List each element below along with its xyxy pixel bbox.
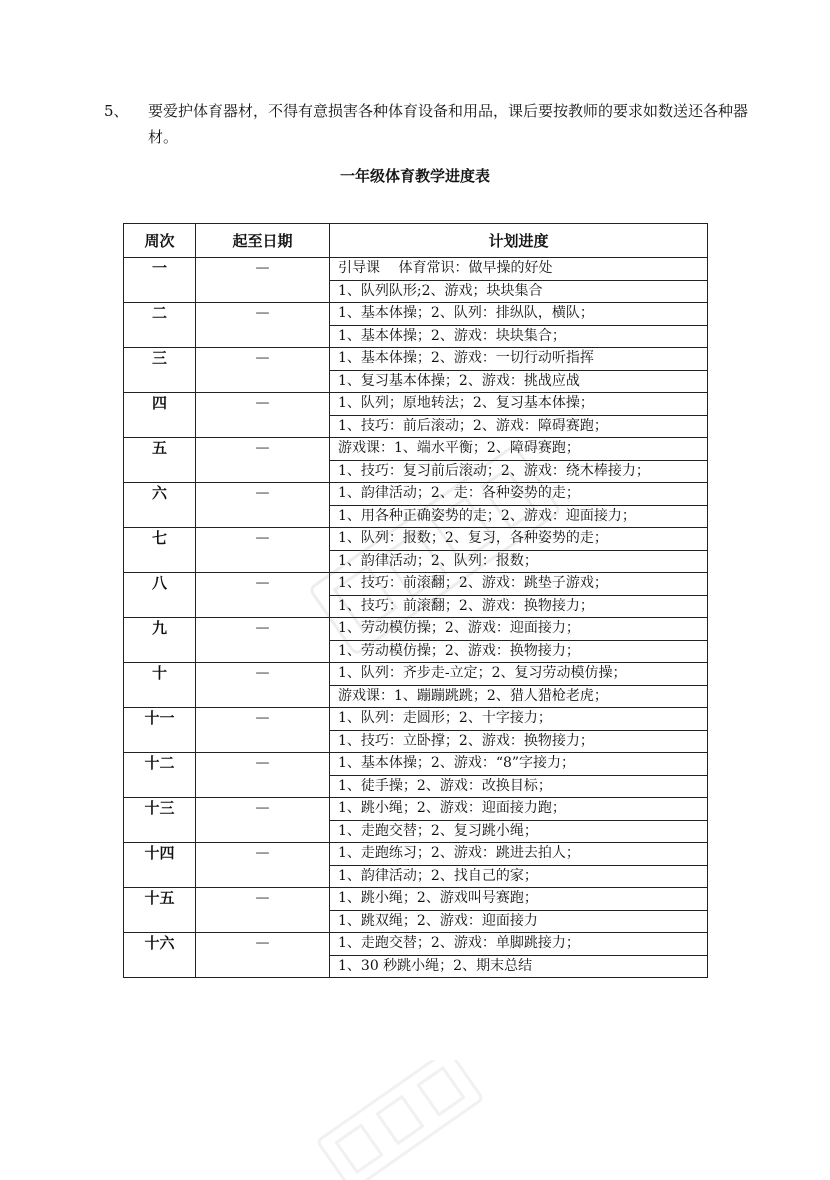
plan-cell: 1、劳动模仿操；2、游戏：迎面接力； bbox=[330, 618, 708, 641]
rule-number: 5、 bbox=[104, 102, 129, 120]
header-dates: 起至日期 bbox=[196, 224, 330, 258]
plan-cell: 1、劳动模仿操；2、游戏：换物接力； bbox=[330, 640, 708, 663]
plan-cell: 1、技巧：前滚翻；2、游戏：换物接力； bbox=[330, 595, 708, 618]
table-row bbox=[124, 348, 708, 371]
plan-cell: 1、跳小绳；2、游戏叫号赛跑； bbox=[330, 888, 708, 911]
plan-cell: 1、走跑交替；2、复习跳小绳； bbox=[330, 820, 708, 843]
schedule-table bbox=[123, 223, 708, 978]
table-row bbox=[124, 843, 708, 866]
table-row bbox=[124, 258, 708, 281]
table-row bbox=[124, 708, 708, 731]
header-week: 周次 bbox=[124, 224, 196, 258]
plan-cell: 1、技巧：前后滚动；2、游戏：障碍赛跑； bbox=[330, 415, 708, 438]
week-cell: 二 bbox=[124, 303, 196, 348]
week-cell: 十 bbox=[124, 663, 196, 708]
plan-cell: 1、跳双绳；2、游戏：迎面接力 bbox=[330, 910, 708, 933]
date-cell: — bbox=[196, 708, 330, 753]
plan-cell: 1、基本体操；2、游戏：“8”字接力； bbox=[330, 753, 708, 776]
table-row bbox=[124, 933, 708, 956]
plan-cell: 1、队列队形;2、游戏；块块集合 bbox=[330, 280, 708, 303]
date-cell: — bbox=[196, 348, 330, 393]
header-row bbox=[124, 224, 708, 258]
plan-cell: 1、基本体操；2、队列：排纵队，横队； bbox=[330, 303, 708, 326]
table-row bbox=[124, 798, 708, 821]
plan-cell: 1、队列；原地转法；2、复习基本体操； bbox=[330, 393, 708, 416]
date-cell: — bbox=[196, 888, 330, 933]
date-cell: — bbox=[196, 258, 330, 303]
plan-cell: 1、队列：报数；2、复习，各种姿势的走； bbox=[330, 528, 708, 551]
table-row bbox=[124, 393, 708, 416]
table-row bbox=[124, 438, 708, 461]
plan-cell: 1、走跑练习；2、游戏：跳进去拍人； bbox=[330, 843, 708, 866]
plan-cell: 1、队列：走圆形；2、十字接力； bbox=[330, 708, 708, 731]
table-title: 一年级体育教学进度表 bbox=[339, 167, 490, 185]
plan-cell: 1、韵律活动；2、走：各种姿势的走； bbox=[330, 483, 708, 506]
plan-cell: 1、技巧：前滚翻；2、游戏：跳垫子游戏； bbox=[330, 573, 708, 596]
plan-cell: 1、徒手操；2、游戏：改换目标； bbox=[330, 775, 708, 798]
week-cell: 七 bbox=[124, 528, 196, 573]
plan-cell: 1、用各种正确姿势的走；2、游戏：迎面接力； bbox=[330, 505, 708, 528]
plan-cell: 游戏课：1、端水平衡；2、障碍赛跑； bbox=[330, 438, 708, 461]
date-cell: — bbox=[196, 933, 330, 978]
date-cell: — bbox=[196, 573, 330, 618]
week-cell: 十四 bbox=[124, 843, 196, 888]
plan-cell: 1、跳小绳；2、游戏：迎面接力跑； bbox=[330, 798, 708, 821]
table-row bbox=[124, 618, 708, 641]
date-cell: — bbox=[196, 438, 330, 483]
plan-cell: 1、基本体操；2、游戏：块块集合； bbox=[330, 325, 708, 348]
table-row bbox=[124, 573, 708, 596]
table-row bbox=[124, 663, 708, 686]
date-cell: — bbox=[196, 753, 330, 798]
watermark-logo-bottom bbox=[300, 1060, 500, 1180]
date-cell: — bbox=[196, 528, 330, 573]
header-plan: 计划进度 bbox=[330, 224, 708, 258]
plan-cell: 1、韵律活动；2、队列：报数； bbox=[330, 550, 708, 573]
table-row bbox=[124, 528, 708, 551]
table-row bbox=[124, 753, 708, 776]
week-cell: 十一 bbox=[124, 708, 196, 753]
date-cell: — bbox=[196, 483, 330, 528]
week-cell: 四 bbox=[124, 393, 196, 438]
plan-cell: 1、技巧：复习前后滚动；2、游戏：绕木棒接力； bbox=[330, 460, 708, 483]
week-cell: 十二 bbox=[124, 753, 196, 798]
plan-cell: 1、韵律活动；2、找自己的家； bbox=[330, 865, 708, 888]
plan-cell: 1、30 秒跳小绳；2、期末总结 bbox=[330, 955, 708, 978]
week-cell: 十五 bbox=[124, 888, 196, 933]
week-cell: 三 bbox=[124, 348, 196, 393]
plan-cell: 游戏课：1、蹦蹦跳跳；2、猎人猎枪老虎； bbox=[330, 685, 708, 708]
table-row bbox=[124, 303, 708, 326]
week-cell: 一 bbox=[124, 258, 196, 303]
week-cell: 十三 bbox=[124, 798, 196, 843]
table-row bbox=[124, 483, 708, 506]
week-cell: 十六 bbox=[124, 933, 196, 978]
rule-text: 要爱护体育器材，不得有意损害各种体育设备和用品，课后要按教师的要求如数送还各种器材。 bbox=[148, 102, 749, 146]
week-cell: 九 bbox=[124, 618, 196, 663]
week-cell: 六 bbox=[124, 483, 196, 528]
date-cell: — bbox=[196, 303, 330, 348]
week-cell: 八 bbox=[124, 573, 196, 618]
plan-cell: 1、技巧：立卧撑；2、游戏：换物接力； bbox=[330, 730, 708, 753]
date-cell: — bbox=[196, 843, 330, 888]
date-cell: — bbox=[196, 618, 330, 663]
schedule-body bbox=[124, 258, 708, 978]
week-cell: 五 bbox=[124, 438, 196, 483]
date-cell: — bbox=[196, 798, 330, 843]
plan-cell: 1、队列：齐步走-立定；2、复习劳动模仿操； bbox=[330, 663, 708, 686]
date-cell: — bbox=[196, 393, 330, 438]
plan-cell: 1、走跑交替；2、游戏：单脚跳接力； bbox=[330, 933, 708, 956]
table-row bbox=[124, 888, 708, 911]
plan-cell: 1、复习基本体操；2、游戏：挑战应战 bbox=[330, 370, 708, 393]
date-cell: — bbox=[196, 663, 330, 708]
plan-cell: 引导课 体育常识：做早操的好处 bbox=[330, 258, 708, 281]
plan-cell: 1、基本体操；2、游戏：一切行动听指挥 bbox=[330, 348, 708, 371]
